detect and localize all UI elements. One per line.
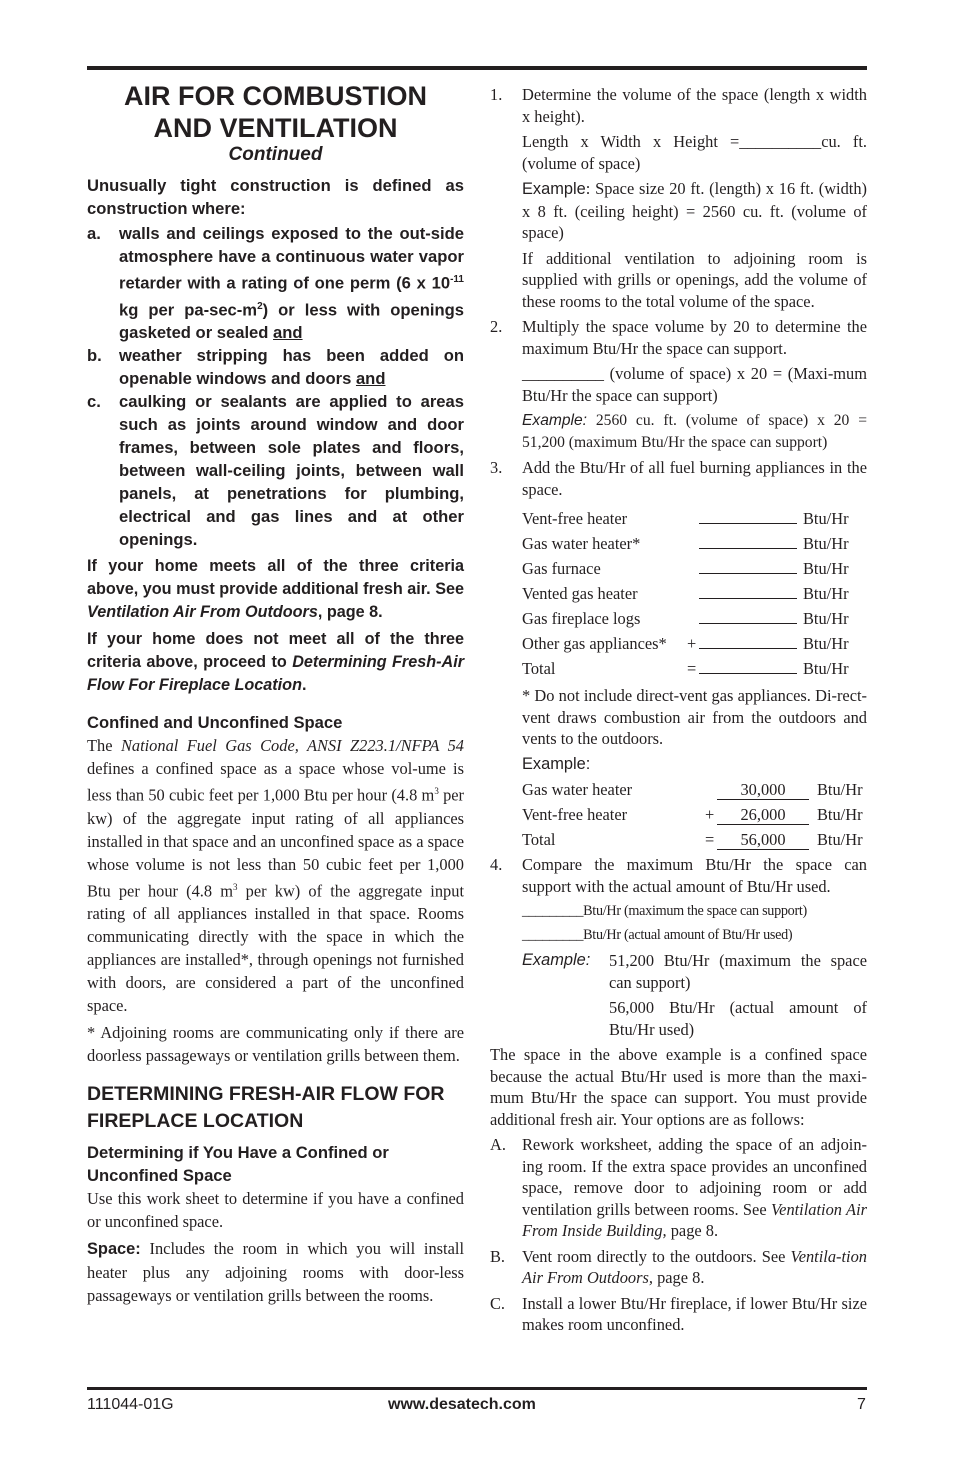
btu-input[interactable] [699, 607, 797, 624]
determining-fresh-air-ref[interactable]: Determining Fresh-Air Flow For Fireplace Location [87, 653, 464, 695]
page-title [87, 80, 464, 144]
table-row: Other gas appliances* + Btu/Hr [522, 633, 849, 653]
table-row: Vent-free heater + 26,000 Btu/Hr [522, 804, 863, 824]
title-line-1: AIR FOR COMBUSTION [124, 81, 427, 111]
table-row: Gas furnace Btu/Hr [522, 558, 849, 578]
top-rule [87, 66, 867, 70]
btu-input[interactable] [699, 532, 797, 549]
btu-input[interactable] [699, 507, 797, 524]
table-row: Vented gas heater Btu/Hr [522, 583, 849, 603]
btu-input[interactable] [699, 632, 797, 649]
title-line-2: AND VENTILATION [153, 113, 398, 143]
criteria-item-a: a. walls and ceilings exposed to the out-side atmosphere have a continuous water vapor retarder with a rating of one perm (6 x $10^{-11}$ kg per $pa-\sec-m^2$) or less with openings gasketed or sealed and [87, 224, 464, 343]
if-confined-heading: Determining if You Have a Confined or Unconfined Space [87, 1143, 389, 1185]
meets-criteria-text: If your home meets all of the three criteria above, you must provide additional fresh air. See Ventilation Air From Outdoors, page 8. [87, 557, 464, 622]
step-4-example: Example: 51,200 Btu/Hr (maximum the space can support) 56,000 Btu/Hr (actual amount of Btu/Hr used) [522, 951, 867, 1039]
option-b: B. Vent room directly to the outdoors. See Ventila-tion Air From Outdoors, page 8. [490, 1246, 867, 1287]
website-link[interactable]: www.desatech.com [388, 1396, 536, 1413]
conclusion-text: The space in the above example is a confined space because the actual Btu/Hr used is more than the maxi-mum Btu/Hr the space can support. You must provide additional fresh air. Your options are as follows: [490, 1045, 867, 1129]
ventilation-outdoors-ref[interactable]: Ventilation Air From Outdoors [87, 603, 318, 622]
ventilation-inside-ref[interactable]: Ventilation Air From Inside Building, [522, 1199, 867, 1240]
option-c: C. Install a lower Btu/Hr fireplace, if lower Btu/Hr size makes room unconfined. [490, 1293, 867, 1334]
confined-definition: The National Fuel Gas Code, ANSI Z223.1/NFPA 54 defines a confined space as a space whose vol-ume is less than 50 cubic feet per 1,000 Btu per hour (4.8 $m^3$ per kw) of the aggregate input rating of all appliances installed in that space and an unconfined space as a space whose volume is not less than 50 cubic feet per 1,000 Btu per hour (4.8 $m^3$ per kw) of the aggregate input rating of all appliances installed in that space. Rooms communicating directly with the space in which the appliances are installed*, through openings not furnished with doors, are considered a part of the unconfined space. [87, 736, 465, 1015]
btu-input[interactable] [699, 657, 797, 674]
table-row: Total = 56,000 Btu/Hr [522, 829, 863, 849]
determining-heading: DETERMINING FRESH-AIR FLOW FOR FIREPLACE LOCATION [87, 1083, 445, 1132]
appliance-worksheet [522, 504, 849, 679]
btu-input[interactable] [699, 557, 797, 574]
table-row: Gas fireplace logs Btu/Hr [522, 608, 849, 628]
btu-input[interactable] [699, 582, 797, 599]
confined-heading: Confined and Unconfined Space [87, 713, 343, 733]
page-subtitle: Continued [228, 144, 323, 165]
page-number: 7 [857, 1396, 866, 1413]
right-column [490, 84, 867, 1340]
adjoining-rooms-note: * Adjoining rooms are communicating only if there are doorless passageways or ventilation grills between them. [87, 1023, 464, 1065]
left-column [87, 80, 464, 1311]
bottom-rule [87, 1387, 867, 1390]
step-1: 1. Determine the volume of the space (length x width x height). Length x Width x Height =__________cu. ft. (volume of space) Example: Space size 20 ft. (length) x 16 ft. (width) x 8 ft. (ceiling height) = 2560 cu. ft. (volume of space) If additional ventilation to adjoining room is supplied with grills or openings, add the volume of these rooms to the total volume of the space. [490, 85, 867, 311]
table-row: Total = Btu/Hr [522, 658, 849, 678]
not-meets-criteria-text: If your home does not meet all of the three criteria above, proceed to Determining Fresh-Air Flow For Fireplace Location. [87, 630, 464, 695]
ventilation-outdoors-ref-2[interactable]: Ventila-tion Air From Outdoors, [522, 1246, 867, 1287]
table-row: Gas water heater* Btu/Hr [522, 533, 849, 553]
step-4: 4. Compare the maximum Btu/Hr the space can support with the actual amount of Btu/Hr used. _________Btu/Hr (maximum the space can support) _________Btu/Hr (actual amount of Btu/Hr used) Example: 51,200 Btu/Hr (maximum the space can support) 56,000 Btu/Hr (actual amount of Btu/Hr used) [490, 854, 867, 1044]
space-definition: Space: Includes the room in which you will install heater plus any adjoining rooms with door-less passageways or ventilation grills between the rooms. [87, 1239, 464, 1305]
criteria-item-c: c. caulking or sealants are applied to areas such as joints around window and door frames, between sole plates and floors, between wall-ceiling joints, between wall panels, at penetrations for plumbing, electrical and gas lines and at other openings. [87, 392, 464, 550]
doc-number: 111044-01G [87, 1396, 174, 1413]
step-3: 3. Add the Btu/Hr of all fuel burning appliances in the space. Vent-free heater Btu/Hr Gas water heater* Btu/Hr Gas furnace Btu/Hr Vented gas heater Btu/Hr Gas fireplace logs Btu/Hr Other gas appliances* + Btu/Hr Total = Btu/Hr * Do not include direct-vent gas appliances. Di-rect-vent draws combustion air from the outdoors and vents to the outdoors. Example: Gas water heater 30,000 Btu/Hr Vent-free heater + 26,000 Btu/Hr Total = 56,000 Btu/Hr [490, 458, 867, 849]
step-2: 2. Multiply the space volume by 20 to determine the maximum Btu/Hr the space can support. __________ (volume of space) x 20 = (Maxi-mum Btu/Hr the space can support) Example: 2560 cu. ft. (volume of space) x 20 = 51,200 (maximum Btu/Hr the space can support) [490, 317, 867, 451]
criteria-item-b: b. weather stripping has been added on openable windows and doors and [87, 346, 464, 389]
table-row: Gas water heater 30,000 Btu/Hr [522, 779, 863, 799]
worksheet-intro: Use this work sheet to determine if you have a confined or unconfined space. [87, 1189, 464, 1231]
example-worksheet [522, 775, 863, 850]
table-row: Vent-free heater Btu/Hr [522, 508, 849, 528]
tight-construction-intro: Unusually tight construction is defined as construction where: [87, 176, 464, 218]
option-a: A. Rework worksheet, adding the space of an adjoin-ing room. If the extra space provides an unconfined space, remove door to adjoining room or add ventilation grills between rooms. See Ventilation Air From Inside Building, page 8. [490, 1135, 867, 1240]
